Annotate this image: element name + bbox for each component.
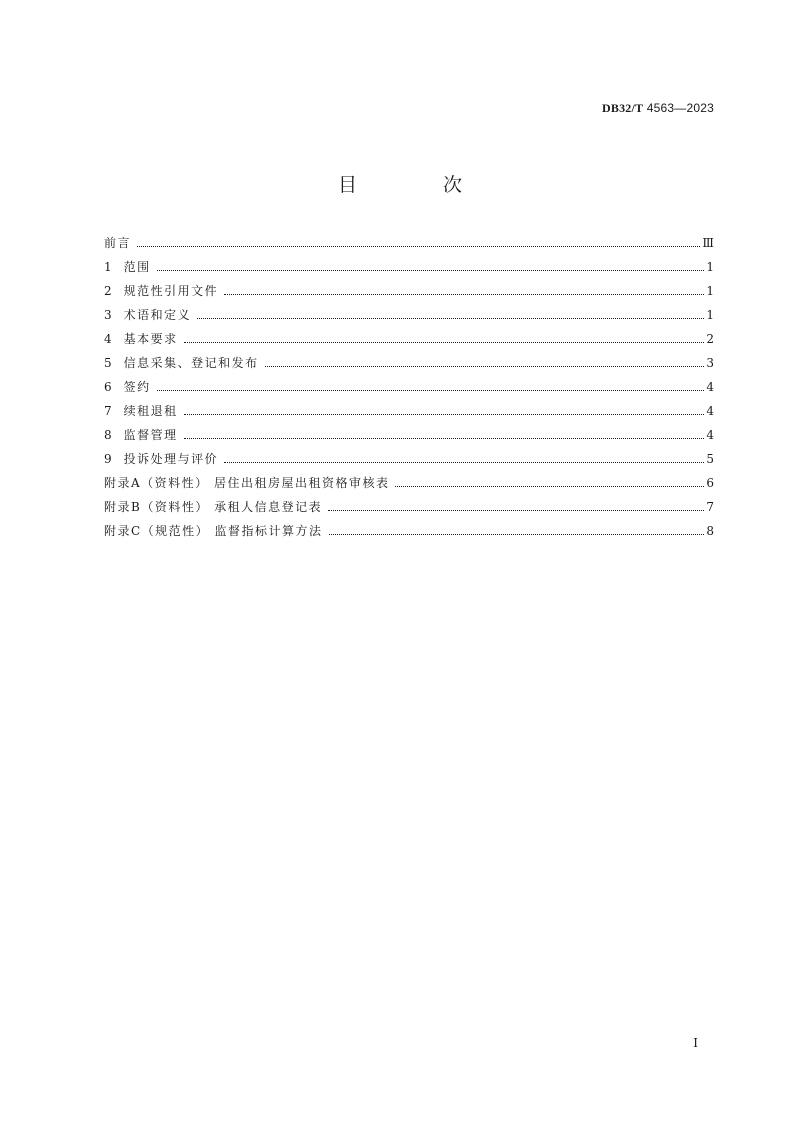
toc-entry-page: 4 (706, 428, 714, 442)
toc-dot-leader (137, 246, 700, 247)
toc-entry[interactable] (104, 258, 714, 282)
toc-entry-title: 基本要求 (123, 332, 178, 346)
toc-entry-page: 6 (706, 476, 714, 490)
toc-dot-leader (184, 342, 704, 343)
toc-entry-number: 2 (104, 284, 112, 298)
page-title: 目 次 (337, 174, 503, 196)
toc-entry[interactable] (104, 426, 714, 450)
toc-entry-page: 2 (706, 332, 714, 346)
toc-dot-leader (395, 486, 704, 487)
toc-entry-page: 1 (706, 284, 714, 298)
toc-dot-leader (224, 294, 704, 295)
toc-entry-number: 1 (104, 260, 112, 274)
toc-entry-number: 8 (104, 428, 112, 442)
toc-entry-title: 签约 (123, 380, 151, 394)
toc-entry-number: 5 (104, 356, 112, 370)
toc-entry[interactable] (104, 450, 714, 474)
toc-entry[interactable] (104, 522, 714, 546)
page-number: Ⅰ (693, 1036, 698, 1050)
toc-entry-number: 6 (104, 380, 112, 394)
toc-dot-leader (329, 534, 705, 535)
toc-dot-leader (184, 438, 704, 439)
toc-dot-leader (184, 414, 704, 415)
toc-entry-page: Ⅲ (702, 236, 714, 250)
toc-entry-page: 8 (706, 524, 714, 538)
toc-entry-title: 续租退租 (123, 404, 178, 418)
toc-entry-number: 3 (104, 308, 112, 322)
toc-entry-title: 范围 (123, 260, 151, 274)
document-code-prefix: DB32/T (602, 101, 644, 115)
toc-dot-leader (265, 366, 704, 367)
toc-entry-page: 5 (706, 452, 714, 466)
toc-dot-leader (157, 390, 704, 391)
toc-dot-leader (197, 318, 704, 319)
toc-entry[interactable] (104, 498, 714, 522)
toc-entry[interactable] (104, 330, 714, 354)
toc-entry[interactable] (104, 474, 714, 498)
toc-dot-leader (328, 510, 704, 511)
toc-entry[interactable] (104, 234, 714, 258)
toc-entry-title: 前言 (104, 236, 132, 250)
toc-dot-leader (224, 462, 704, 463)
toc-dot-leader (157, 270, 704, 271)
toc-entry[interactable] (104, 354, 714, 378)
toc-entry-title: 附录B（资料性） 承租人信息登记表 (104, 500, 323, 514)
toc-entry-page: 1 (706, 260, 714, 274)
toc-entry-page: 4 (706, 380, 714, 394)
toc-entry-title: 附录A（资料性） 居住出租房屋出租资格审核表 (104, 476, 390, 490)
toc-entry-page: 3 (706, 356, 714, 370)
toc-entry-title: 附录C（规范性） 监督指标计算方法 (104, 524, 323, 538)
document-code-number: 4563—2023 (646, 101, 714, 115)
toc-entry[interactable] (104, 282, 714, 306)
toc-entry-title: 规范性引用文件 (123, 284, 219, 298)
toc-entry-page: 1 (706, 308, 714, 322)
toc-entry-title: 监督管理 (123, 428, 178, 442)
toc-entry-title: 信息采集、登记和发布 (123, 356, 259, 370)
toc-entry-page: 7 (706, 500, 714, 514)
toc-entry-number: 9 (104, 452, 112, 466)
toc-entry[interactable] (104, 378, 714, 402)
document-code (602, 101, 714, 116)
toc-entry[interactable] (104, 306, 714, 330)
toc-entry-number: 7 (104, 404, 112, 418)
toc-entry-title: 投诉处理与评价 (123, 452, 219, 466)
table-of-contents (104, 234, 714, 546)
toc-entry-page: 4 (706, 404, 714, 418)
toc-entry[interactable] (104, 402, 714, 426)
toc-entry-title: 术语和定义 (123, 308, 192, 322)
toc-entry-number: 4 (104, 332, 112, 346)
